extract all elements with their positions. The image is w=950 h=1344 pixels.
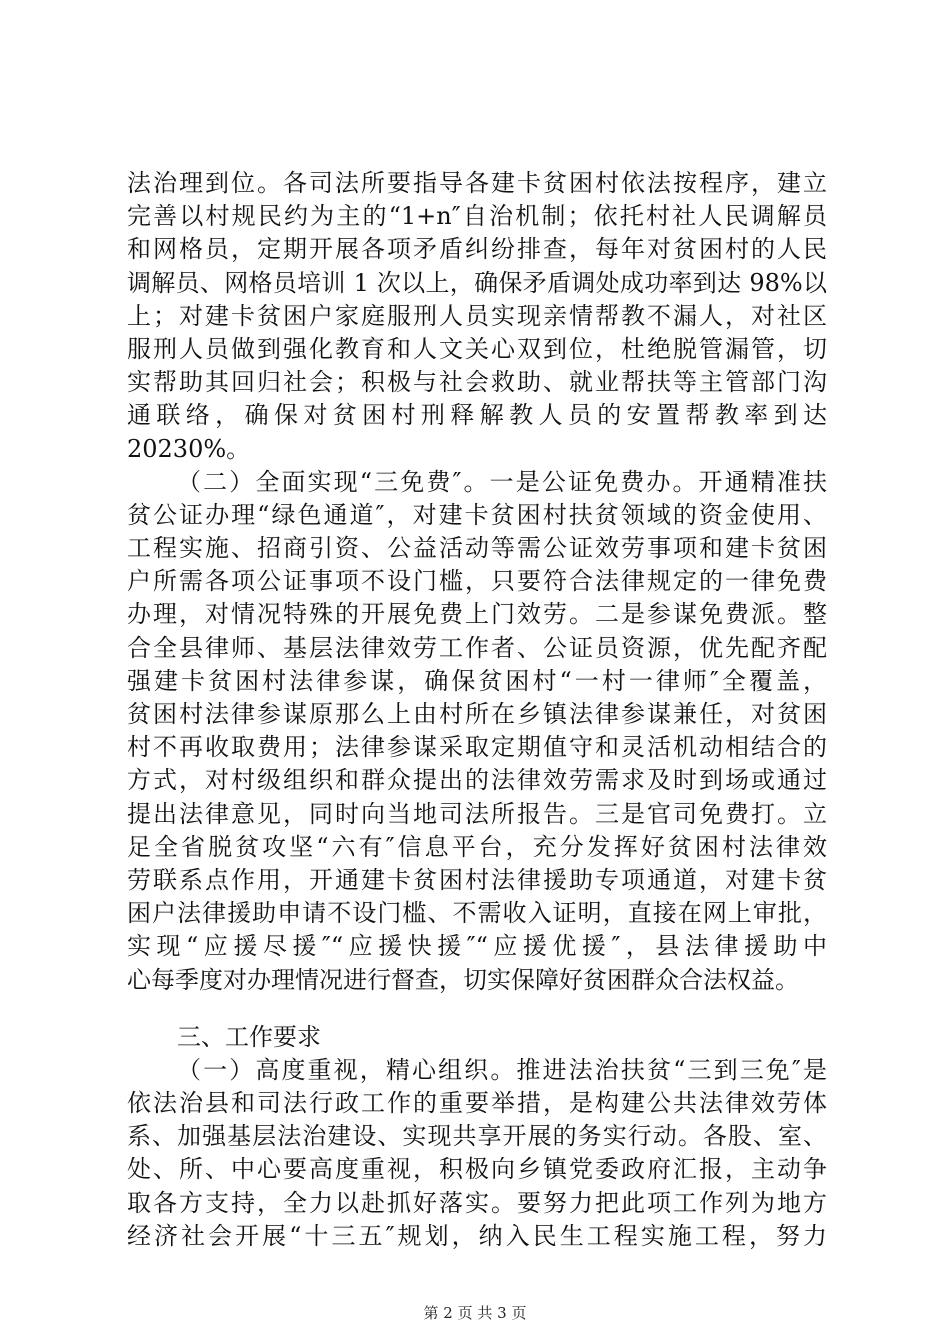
paragraph-1 xyxy=(127,167,827,466)
text-line: 提出法律意见，同时向当地司法所报告。三是官司免费打。立 xyxy=(127,799,827,828)
text-line: 20230%。 xyxy=(127,434,251,463)
text-line: 贫公证办理“绿色通道″，对建卡贫困村扶贫领域的资金使用、 xyxy=(127,500,827,529)
document-body xyxy=(127,167,827,1253)
text-line: （二）全面实现“三免费″。一是公证免费办。开通精准扶 xyxy=(177,467,827,496)
text-line: 困户法律援助申请不设门槛、不需收入证明，直接在网上审批， xyxy=(127,899,827,928)
text-line: （一）高度重视，精心组织。推进法治扶贫“三到三免″是 xyxy=(177,1055,827,1084)
text-line: 完善以村规民约为主的“1+n″自治机制；依托村社人民调解员 xyxy=(127,202,827,231)
text-line: 法治理到位。各司法所要指导各建卡贫困村依法按程序，建立 xyxy=(127,169,827,197)
text-line: 心每季度对办理情况进行督查，切实保障好贫困群众合法权益。 xyxy=(127,965,799,994)
text-line: 贫困村法律参谋原那么上由村所在乡镇法律参谋兼任，对贫困 xyxy=(127,700,827,728)
text-line: 村不再收取费用；法律参谋采取定期值守和灵活机动相结合的 xyxy=(127,733,827,762)
text-line: 足全省脱贫攻坚“六有″信息平台，充分发挥好贫困村法律效 xyxy=(127,832,827,861)
text-line: 依法治县和司法行政工作的重要举措，是构建公共法律效劳体 xyxy=(127,1089,827,1118)
text-line: 合全县律师、基层法律效劳工作者、公证员资源，优先配齐配 xyxy=(127,633,827,662)
text-line: 通联络，确保对贫困村刑释解教人员的安置帮教率到达 xyxy=(127,401,827,430)
text-line: 劳联系点作用，开通建卡贫困村法律援助专项通道，对建卡贫 xyxy=(127,865,827,894)
text-line: 户所需各项公证事项不设门槛，只要符合法律规定的一律免费 xyxy=(127,567,827,596)
text-line: 工程实施、招商引资、公益活动等需公证效劳事项和建卡贫困 xyxy=(127,534,827,563)
text-line: 强建卡贫困村法律参谋，确保贫困村“一村一律师″全覆盖， xyxy=(127,666,827,695)
paragraph-3 xyxy=(127,1054,827,1253)
paragraph-2 xyxy=(127,466,827,997)
text-line: 办理，对情况特殊的开展免费上门效劳。二是参谋免费派。整 xyxy=(127,600,827,629)
text-line: 上；对建卡贫困户家庭服刑人员实现亲情帮教不漏人，对社区 xyxy=(127,301,827,330)
section-heading: 三、工作要求 xyxy=(177,1022,321,1051)
page-number-footer: 第 2 页 共 3 页 xyxy=(423,1304,527,1322)
paragraph-spacer xyxy=(127,997,827,1021)
text-line: 服刑人员做到强化教育和人文关心双到位，杜绝脱管漏管，切 xyxy=(127,334,827,363)
text-line: 经济社会开展“十三五″规划，纳入民生工程实施工程，努力 xyxy=(127,1221,827,1250)
text-line: 系、加强基层法治建设、实现共享开展的务实行动。各股、室、 xyxy=(127,1122,827,1151)
text-line: 方式，对村级组织和群众提出的法律效劳需求及时到场或通过 xyxy=(127,766,827,795)
text-line: 处、所、中心要高度重视，积极向乡镇党委政府汇报，主动争 xyxy=(127,1155,827,1184)
text-line: 实帮助其回归社会；积极与社会救助、就业帮扶等主管部门沟 xyxy=(127,368,827,397)
text-line: 调解员、网格员培训 1 次以上，确保矛盾调处成功率到达 98%以 xyxy=(127,268,827,297)
text-line: 和网格员，定期开展各项矛盾纠纷排查，每年对贫困村的人民 xyxy=(127,235,827,264)
text-line: 取各方支持，全力以赴抓好落实。要努力把此项工作列为地方 xyxy=(127,1188,827,1217)
text-line: 实现“应援尽援″“应援快援″“应援优援″，县法律援助中 xyxy=(127,932,827,961)
